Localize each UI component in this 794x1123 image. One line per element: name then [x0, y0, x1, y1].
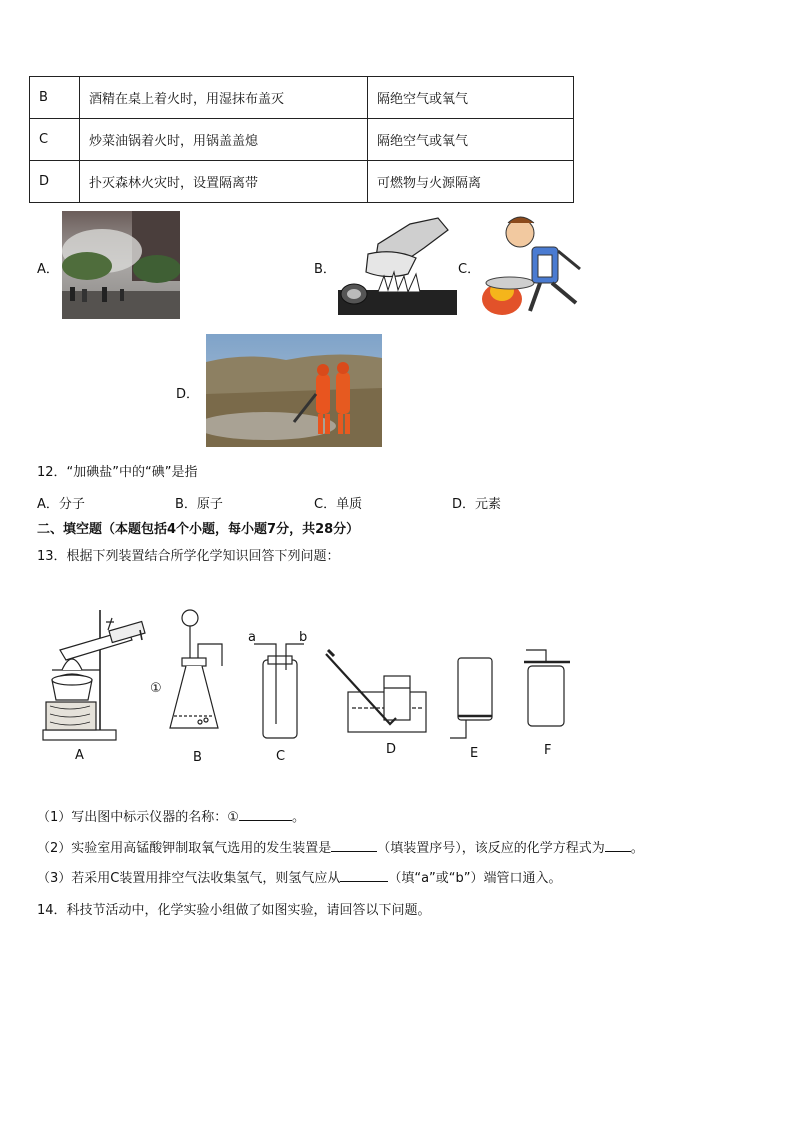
option-d-label: D．	[176, 387, 200, 402]
row-label: C	[30, 119, 80, 161]
row-action: 炒菜油锅着火时，用锅盖盖熄	[80, 119, 368, 161]
row-action: 酒精在桌上着火时，用湿抹布盖灭	[80, 77, 368, 119]
answer-table	[29, 76, 574, 203]
apparatus-f	[524, 650, 570, 726]
answer-blank[interactable]	[340, 869, 388, 882]
apparatus-label-f: F	[544, 743, 552, 758]
apparatus-label-b: B	[193, 750, 202, 765]
table-row	[30, 161, 574, 203]
answer-blank[interactable]	[331, 839, 377, 852]
wet-cloth-fire-drawing	[338, 214, 457, 315]
tube-b-label: b	[299, 630, 308, 645]
tube-a-label: a	[248, 630, 256, 645]
forest-firefighters-photo	[206, 334, 382, 447]
option-b-label: B．	[314, 262, 336, 277]
apparatus-e	[450, 658, 492, 738]
row-action: 扑灭森林火灾时，设置隔离带	[80, 161, 368, 203]
apparatus-c	[254, 644, 304, 738]
option-a-label: A．	[37, 262, 59, 277]
table-row	[30, 77, 574, 119]
apparatus-a	[43, 610, 145, 740]
q13-part-3: （3）若采用C装置用排空气法收集氢气，则氢气应从 （填“a”或“b”）端管口通入。	[37, 871, 562, 886]
apparatus-label-a: A	[75, 748, 84, 763]
q13-part-1: （1）写出图中标示仪器的名称：① 。	[37, 810, 305, 825]
answer-blank[interactable]	[239, 808, 292, 821]
row-principle: 隔绝空气或氧气	[368, 77, 574, 119]
pot-lid-cartoon	[480, 211, 592, 319]
row-principle: 可燃物与火源隔离	[368, 161, 574, 203]
row-principle: 隔绝空气或氧气	[368, 119, 574, 161]
q14-stem: 14．科技节活动中，化学实验小组做了如图实验，请回答以下问题。	[37, 903, 431, 918]
q12-option-d: D．元素	[452, 497, 502, 512]
q12-option-c: C．单质	[314, 497, 363, 512]
apparatus-d	[326, 650, 426, 732]
q12-stem: 12．“加碘盐”中的“碘”是指	[37, 465, 198, 480]
q12-option-b: B．原子	[175, 497, 223, 512]
firefighters-hose-photo	[62, 211, 180, 319]
section-title: 二、填空题（本题包括4个小题，每小题7分，共28分）	[37, 522, 360, 537]
table-row	[30, 119, 574, 161]
marker-one: ①	[150, 681, 162, 696]
option-c-label: C．	[458, 262, 481, 277]
q13-part-2: （2）实验室用高锰酸钾制取氧气选用的发生装置是 （填装置序号），该反应的化学方程式为 。	[37, 841, 644, 856]
apparatus-label-d: D	[386, 742, 397, 757]
apparatus-b	[170, 610, 222, 728]
answer-blank[interactable]	[605, 839, 631, 852]
apparatus-label-c: C	[276, 749, 286, 764]
apparatus-diagram	[40, 600, 580, 770]
apparatus-label-e: E	[470, 746, 479, 761]
row-label: D	[30, 161, 80, 203]
q12-option-a: A．分子	[37, 497, 85, 512]
q13-stem: 13．根据下列装置结合所学化学知识回答下列问题：	[37, 549, 340, 564]
row-label: B	[30, 77, 80, 119]
